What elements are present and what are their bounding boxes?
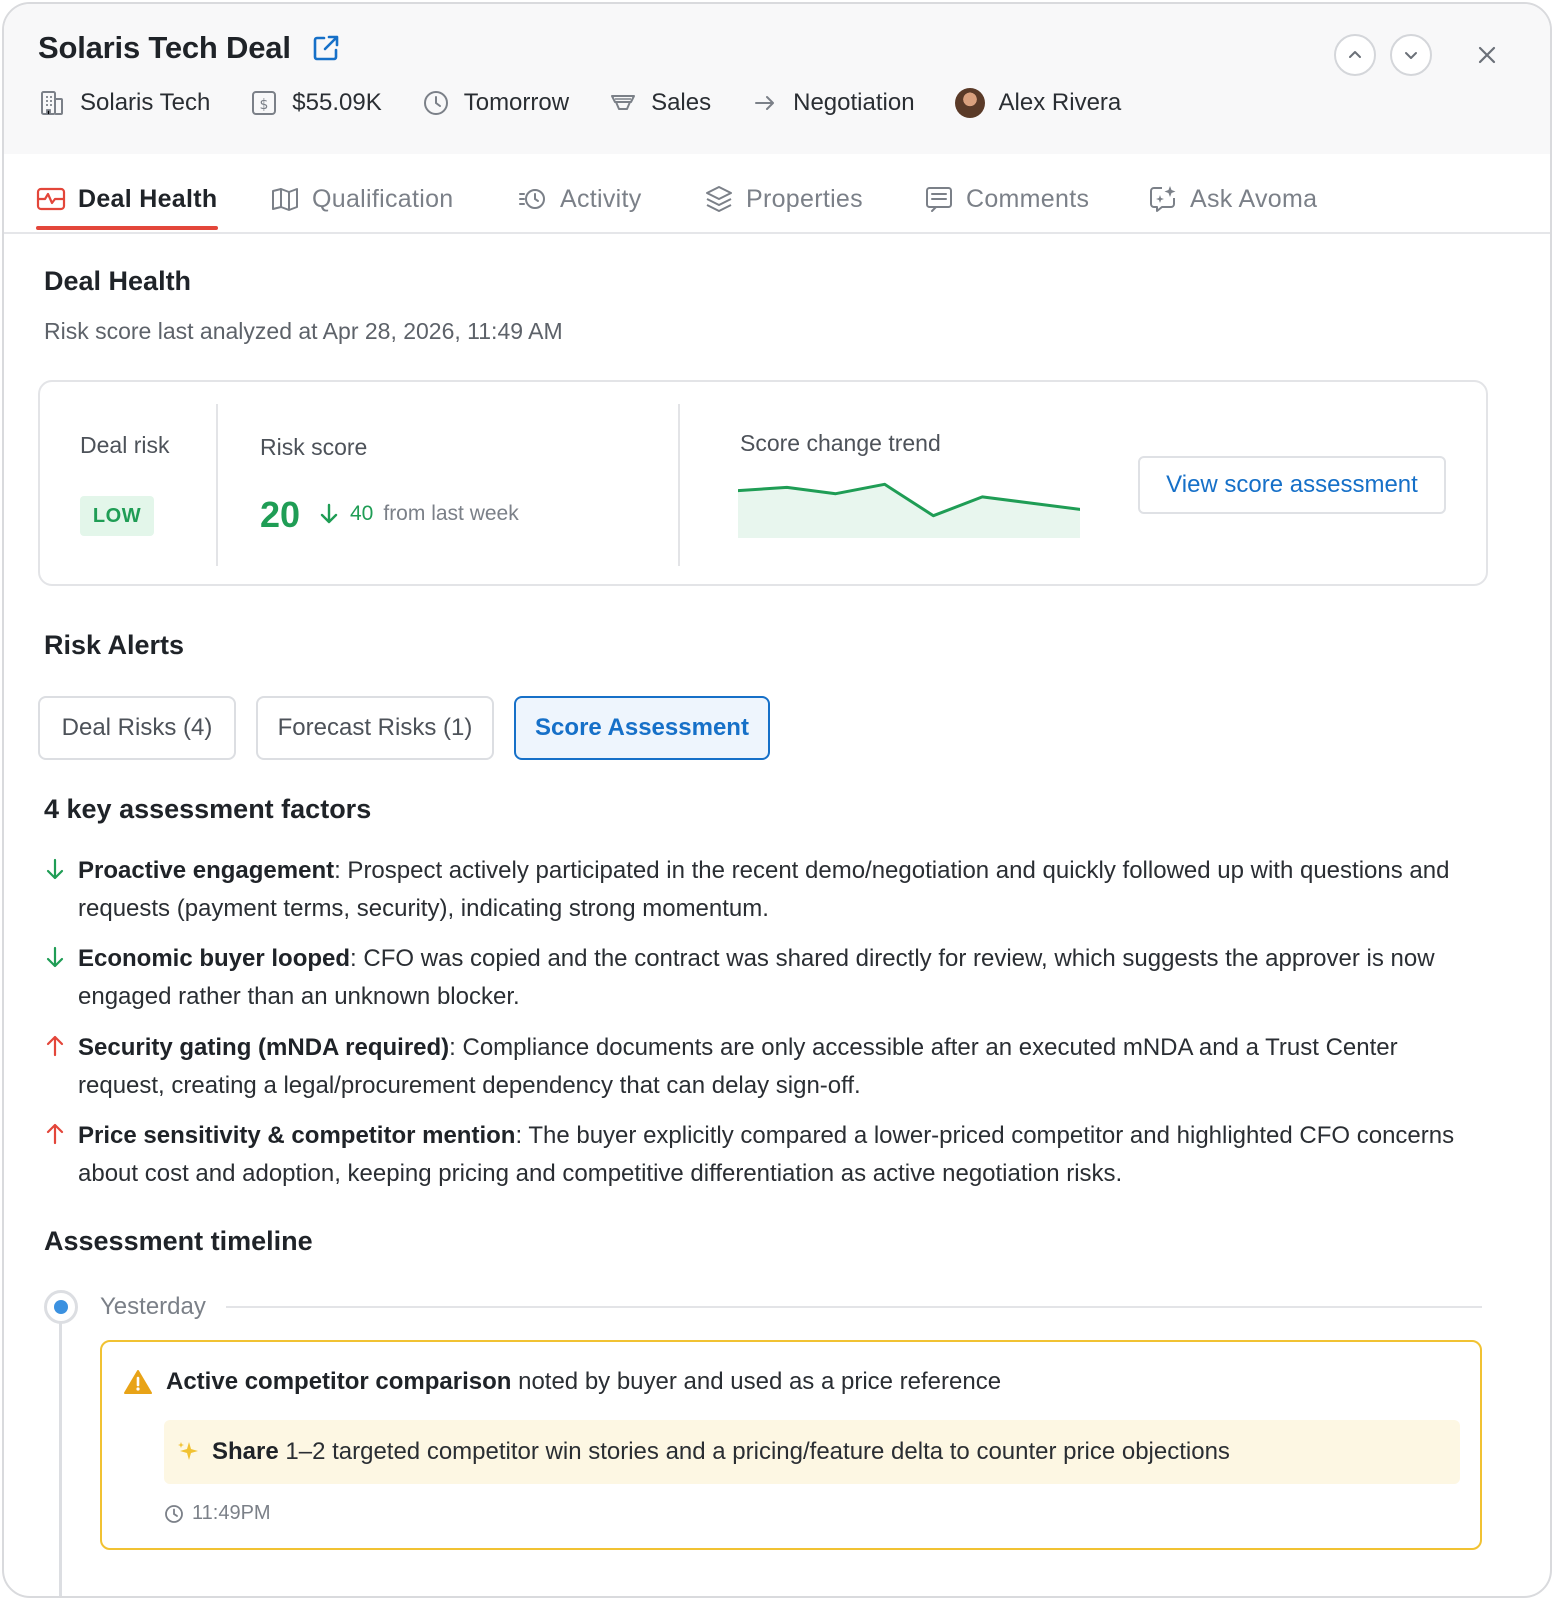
deal-header (4, 4, 1550, 154)
factor-text: : Prospect actively participated in the recent demo/negotiation and quickly followed up with questions and requests (payment terms, security), indicating strong momentum. (78, 857, 1450, 922)
suggestion-box (164, 1420, 1460, 1484)
deal-meta (38, 88, 1161, 118)
pipeline-name: Sales (651, 89, 712, 116)
chevron-down-icon (1401, 45, 1421, 65)
heart-pulse-icon (36, 184, 66, 214)
score-trend-sparkline (738, 472, 1080, 538)
stage-meta[interactable] (751, 89, 914, 117)
stage-name: Negotiation (793, 89, 915, 116)
factor-title: Economic buyer looped (78, 945, 351, 972)
dollar-icon (250, 89, 278, 117)
trend-label: Score change trend (740, 430, 941, 456)
tab-label: Properties (746, 184, 863, 213)
tab-properties[interactable] (704, 184, 863, 214)
tab-label: Ask Avoma (1190, 184, 1318, 213)
company-meta[interactable] (38, 89, 210, 117)
amount-meta (250, 89, 381, 117)
arrow-down-icon (44, 852, 78, 928)
warning-icon (124, 1369, 152, 1395)
comment-icon (924, 184, 954, 214)
owner-meta[interactable] (955, 88, 1122, 118)
clock-icon (422, 89, 450, 117)
clock-icon (164, 1504, 184, 1524)
filter-score-assessment[interactable]: Score Assessment (514, 696, 770, 760)
alert-time-text: 11:49PM (192, 1502, 271, 1524)
active-tab-indicator (36, 226, 218, 230)
sparkle-icon (176, 1439, 202, 1465)
section-title-risk-alerts: Risk Alerts (44, 630, 185, 660)
risk-score-value: 20 (260, 494, 301, 535)
delta-text: from last week (383, 502, 519, 525)
factor-text: : CFO was copied and the contract was shared directly for review, which suggests the approver is now engaged rather than an unknown blocker. (78, 945, 1435, 1010)
tab-label: Activity (560, 184, 642, 213)
factor-item (44, 940, 1484, 1016)
deal-risk-label: Deal risk (80, 432, 170, 458)
timeline-heading: Assessment timeline (44, 1226, 313, 1256)
analyzed-timestamp: Risk score last analyzed at Apr 28, 2026, 11:49 AM (44, 318, 563, 344)
deal-title: Solaris Tech Deal (38, 30, 291, 65)
tab-label: Comments (966, 184, 1090, 213)
trend-area (738, 484, 1080, 538)
factor-item (44, 852, 1484, 928)
arrow-right-icon (751, 89, 779, 117)
next-deal-button[interactable] (1390, 34, 1432, 76)
timeline-rule (226, 1306, 1482, 1308)
filter-forecast-risks[interactable]: Forecast Risks (1) (256, 696, 494, 760)
divider (216, 404, 218, 566)
arrow-up-icon (44, 1117, 78, 1193)
deal-risk-badge: LOW (80, 496, 154, 536)
sparkle-chat-icon (1148, 184, 1178, 214)
filter-deal-risks[interactable]: Deal Risks (4) (38, 696, 236, 760)
svg-text:$: $ (259, 97, 269, 113)
tab-bar (4, 154, 1550, 234)
tab-ask-avoma[interactable] (1148, 184, 1317, 214)
close-button[interactable] (1466, 34, 1508, 76)
layers-icon (704, 184, 734, 214)
timeline-line (59, 1322, 62, 1598)
factors-heading: 4 key assessment factors (44, 794, 372, 824)
close-icon (1476, 44, 1498, 66)
tab-qualification[interactable] (270, 184, 453, 214)
company-name: Solaris Tech (80, 89, 211, 116)
suggestion-text: 1–2 targeted competitor win stories and a pricing/feature delta to counter price objections (278, 1438, 1230, 1465)
deal-panel (2, 2, 1552, 1598)
previous-deal-button[interactable] (1334, 34, 1376, 76)
owner-avatar (955, 88, 985, 118)
factor-title: Security gating (mNDA required) (78, 1034, 450, 1061)
arrow-down-icon (318, 502, 340, 526)
close-date: Tomorrow (463, 89, 570, 116)
view-score-assessment-button[interactable]: View score assessment (1138, 456, 1446, 514)
tab-label: Deal Health (78, 184, 218, 213)
factor-text: : The buyer explicitly compared a lower-priced competitor and highlighted CFO concerns about cost and adoption, keeping pricing and competitive differentiation as active negotiation risks. (78, 1122, 1455, 1187)
divider (678, 404, 680, 566)
section-title-deal-health: Deal Health (44, 266, 192, 296)
timeline-group-label: Yesterday (100, 1293, 206, 1320)
deal-amount: $55.09K (292, 89, 382, 116)
risk-score-delta (318, 502, 519, 526)
delta-value: 40 (350, 502, 374, 525)
arrow-up-icon (44, 1029, 78, 1105)
timeline-dot (44, 1290, 78, 1324)
tab-deal-health[interactable] (36, 184, 217, 214)
building-icon (38, 89, 66, 117)
funnel-icon (609, 89, 637, 117)
tab-label: Qualification (312, 184, 454, 213)
score-card (38, 380, 1488, 586)
history-icon (518, 184, 548, 214)
pipeline-meta (609, 89, 711, 117)
factor-item (44, 1117, 1484, 1193)
alert-time (164, 1502, 271, 1525)
factor-item (44, 1029, 1484, 1105)
book-open-icon (270, 184, 300, 214)
factor-title: Price sensitivity & competitor mention (78, 1122, 516, 1149)
close-date-meta (422, 89, 569, 117)
factor-title: Proactive engagement (78, 857, 335, 884)
factor-text: : Compliance documents are only accessible after an executed mNDA and a Trust Center request, creating a legal/procurement dependency that can delay sign-off. (78, 1034, 1398, 1099)
chevron-up-icon (1345, 45, 1365, 65)
tab-activity[interactable] (518, 184, 642, 214)
tab-comments[interactable] (924, 184, 1089, 214)
arrow-down-icon (44, 940, 78, 1016)
suggestion-bold: Share (212, 1438, 279, 1465)
timeline-alert-card[interactable] (100, 1340, 1482, 1550)
owner-name: Alex Rivera (998, 89, 1122, 116)
risk-score-label: Risk score (260, 434, 368, 460)
external-link-icon[interactable] (311, 33, 341, 63)
alert-text: noted by buyer and used as a price reference (511, 1368, 1002, 1395)
alert-title: Active competitor comparison (166, 1368, 512, 1395)
